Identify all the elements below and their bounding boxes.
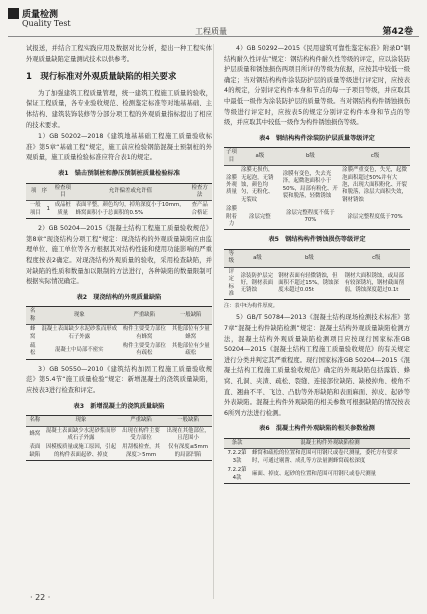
table-header: b级 — [281, 148, 340, 166]
table-header: b级 — [276, 250, 342, 268]
table-cell: 构件主要受力部位有蜂窝 — [122, 326, 166, 340]
table-cell: 表面平整，颜色均匀，掉角深度小于10mm，蜂窝面积小于总面积的0.5% — [74, 201, 188, 219]
table-row — [26, 443, 212, 460]
table-cell: 麻面、掉皮、起砂的位置和范围可用钢尺或卷尺测量 — [250, 466, 410, 483]
paragraph: 4）GB 50292—2015《民用建筑可靠性鉴定标准》附录D“钢结构耐久性评估”规定：钢结构构件耐久性等级的评定，应以涂装防护层质量和锈蚀损伤两项目所评的等级为依据，应按其中较低一级确定；当对钢结构构件涂装防护层的质量等级进行评定时，应按表4的规定，分别评定构件本身和节点的每一子项目等级，并应取其中最低一级作为涂装防护层的质量等级。当对钢结构构件锈蚀损伤等级进行评定时，应按表5的规定分别评定构件本身和节点的等级，并应取其中较低一级作为构件锈蚀损伤等级。 — [224, 45, 410, 127]
table-caption: 表4 钢结构构件涂装防护层质量等级评定 — [259, 134, 375, 142]
table-header: 检查方法 — [187, 183, 212, 201]
table-cell: 涂装防护层完好，钢材表面无锈蚀 — [239, 267, 277, 300]
table-cell: 混凝土中局部不密实 — [40, 342, 119, 359]
table-header: c级 — [340, 148, 410, 166]
volume-label: 第42卷 — [382, 27, 413, 37]
table-cell: 涂膜附着力 — [224, 205, 239, 230]
table-cell: 涂层完整 — [239, 205, 281, 230]
table-cell: 钢材大面积锈蚀，或局部有较深锈坑，钢材截面削弱，锈蚀深度超过0.1t — [343, 267, 410, 300]
table-row — [26, 342, 212, 359]
table-header: 混凝土构件外观缺陷检测 — [250, 438, 410, 448]
table-cell: 因模板质量或施工原因，引起的构件表面起砂、掉皮 — [44, 443, 118, 460]
table-cell: 涂膜严重变色，失光，起微泡面积超过50%并有大泡，出现大面积粉化、开裂和脱落，涂层大面积失效，钢材锈蚀 — [342, 167, 407, 203]
table-cell: 蜂窝和疏松的位置和范围可用钢尺或卷尺测量，委托方有要求时，可通过剔凿、成孔等方法量测蜂窝疏松深度 — [252, 450, 398, 464]
table-caption: 表3 新增混凝土的浇筑质量缺陷 — [73, 402, 165, 410]
table-cell: 钢材表面有轻微锈蚀，但面积不超过15%，锈蚀深度未超过0.05t — [276, 267, 342, 300]
table-header: 检查项目 — [52, 183, 74, 201]
table-cell: 混凝土表面缺少水泥砂浆而形成石子外露 — [45, 427, 116, 441]
table-cell: 用刮板检查，其深度＞5mm — [118, 443, 164, 460]
table-cell: 混凝土表面缺少水泥砂浆而形成石子外露 — [41, 326, 117, 340]
table-cell: 出现在其他部位，且范围小 — [166, 427, 210, 441]
table-row — [224, 267, 410, 300]
table-cell: 查产品合格证 — [187, 201, 212, 219]
journal-name-cn: 质量检测 — [22, 10, 59, 20]
table-cell: 涂膜有变色，失去光泽，起微泡面积小于50%，局部有粉化、开裂和脱落，轻微锈蚀 — [282, 170, 338, 200]
table-cell: 一般项目 — [26, 201, 45, 219]
header-rule — [8, 36, 419, 37]
table-row — [224, 166, 410, 206]
paragraph: 1）GB 50202—2018《建筑地基基础工程施工质量验收标准》第5章“基础工程”规定，施工前应检验钢筋混凝土预制桩的外观质量，施工质量检验标准应符合表1的规定。 — [26, 133, 212, 162]
table-caption: 表2 现浇结构的外观质量缺陷 — [76, 293, 162, 301]
page-header — [0, 0, 427, 38]
right-column — [224, 44, 410, 484]
paragraph: 试报送，并结合工程实践应用及数据对比分析，提出一种工程实体外观质量缺陷定量测试技术以供参考。 — [26, 45, 212, 63]
table-caption: 表6 混凝土构件外观缺陷的相关参数检测 — [259, 425, 375, 433]
table-header: 现象 — [40, 307, 119, 325]
table-row — [224, 205, 410, 230]
table-cell: 蜂窝 — [30, 326, 36, 340]
table-cell: 7.2.2第4款 — [224, 466, 250, 483]
table-header: 条款 — [224, 438, 250, 448]
left-column — [26, 44, 212, 461]
table-cell: 疏松 — [26, 342, 40, 359]
table-row — [224, 466, 410, 483]
table-header: 子项目 — [224, 148, 239, 166]
table-cell: 出现在构件主要受力部位 — [122, 427, 160, 441]
table-cell: 成品桩质量 — [52, 201, 74, 219]
journal-logo-icon — [8, 8, 19, 19]
paragraph: 3）GB 50550—2010《建筑结构加固工程施工质量验收规范》第5.4节“施工质量检验”规定：新增混凝土的浇筑质量缺陷，应按表3进行检查和评定。 — [26, 365, 212, 394]
table-cell: 表面缺陷 — [26, 443, 44, 460]
page-number: · 22 · — [30, 593, 51, 602]
table-row — [26, 201, 212, 219]
table-header: 项 序 — [26, 183, 52, 201]
table-cell: 蜂窝 — [29, 431, 41, 438]
table-2 — [26, 306, 212, 359]
table-cell: 构件主要受力部位有疏松 — [119, 342, 170, 359]
paragraph: 2）GB 50204—2015《混凝土结构工程施工质量验收规范》第8章“现浇结构分项工程”规定：现浇结构的外观质量缺陷应由监理单位、施工单位等各方根据其对结构性能和使用功能影响的严重程度按表2确定。对现浇结构外观质量的验收，采用检查缺陷，并对缺陷的性质和数量加以限制的方法进行，各种缺陷的数量限制可根据实际情况确定。 — [26, 225, 212, 286]
table-3 — [26, 415, 212, 461]
table-header: c级 — [343, 250, 410, 268]
table-cell: 评定标准 — [224, 267, 239, 300]
table-header: a级 — [239, 250, 277, 268]
table-header: 严重缺陷 — [119, 307, 170, 325]
table-header: 严重缺陷 — [118, 416, 164, 426]
journal-name-en: Quality Test — [22, 19, 71, 28]
table-note: 注：表中t为构件厚度。 — [224, 303, 278, 310]
table-caption: 表1 锚击预制桩和静压预制桩质量检验标准 — [58, 169, 180, 177]
table-6 — [224, 438, 410, 484]
table-5 — [224, 249, 410, 300]
table-cell: 其他部位有少量疏松 — [170, 342, 212, 359]
table-row — [26, 325, 212, 342]
table-4 — [224, 147, 410, 230]
table-cell: 涂膜外观质量 — [226, 174, 237, 196]
table-caption: 表5 钢结构构件锈蚀损伤等级评定 — [268, 236, 366, 244]
table-header: 一般缺陷 — [170, 307, 212, 325]
column-divider — [213, 44, 214, 599]
paragraph: 为了加强建筑工程质量管理，统一建筑工程施工质量的验收，保证工程质量，各专业验收规范、检测鉴定标准等对地基基础、主体结构、建筑装饰装修等分部分项工程的外观质量指标提出了相应的技术要求。 — [26, 89, 212, 129]
table-row — [26, 426, 212, 443]
table-header: 现象 — [44, 416, 118, 426]
table-header: 名称 — [26, 307, 40, 325]
table-header: 等级 — [224, 250, 239, 268]
table-header: a级 — [239, 148, 281, 166]
paragraph: 5）GB/T 50784—2013《混凝土结构现场检测技术标准》第7章“混凝土构件缺陷检测”规定：混凝土结构外观质量缺陷检测方法，混凝土结构外观质量缺陷检测项目应按现行国家标准GB 50204—2015《混凝土结构工程施工质量验收规范》的有关规定进行分类并判定其严重程度。现行国家标准GB 50204—2015《混凝土结构工程施工质量验收规范》确定的外观缺陷包括露筋、蜂窝、孔洞、夹渣、疏松、裂缝、连接部位缺陷、缺棱掉角、棱角不直、翘曲不平、飞边、凸肋等外形缺陷和表面麻面、掉皮、起砂等外表缺陷。混凝土构件外观缺陷的相关参数可根据缺陷的情况按表6所列方法进行检测。 — [224, 314, 410, 417]
table-1 — [26, 183, 212, 220]
table-cell: 其他部位有少量蜂窝 — [171, 326, 210, 340]
table-cell: 涂膜无损伤，无起泡，无锈蚀，颜色均匀，无粉化、无裂纹 — [241, 167, 274, 203]
table-cell: 仅有深度≤5mm的局部凹陷 — [164, 443, 212, 460]
table-header: 一般缺陷 — [164, 416, 212, 426]
table-header: 允许偏差或允许值 — [74, 183, 188, 201]
section-heading: 1 现行标准对外观质量缺陷的相关要求 — [26, 72, 177, 83]
table-cell: 1 — [45, 201, 52, 219]
table-cell: 涂层完整程度不低于70% — [281, 205, 340, 230]
table-row — [224, 449, 410, 466]
table-header: 名称 — [26, 416, 44, 426]
table-cell: 涂层完整程度低于70% — [340, 205, 410, 230]
section-name: 工程质量 — [195, 27, 227, 36]
table-cell: 7.2.2第3款 — [227, 450, 247, 464]
